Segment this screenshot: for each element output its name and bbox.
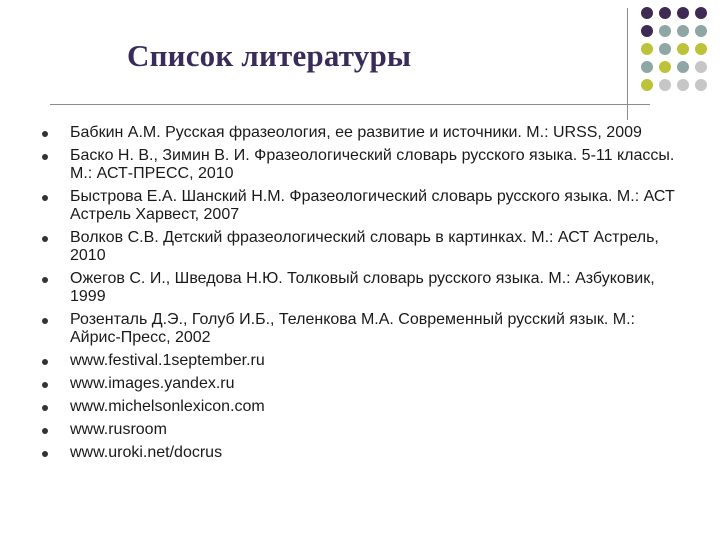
decorative-dot bbox=[695, 43, 707, 55]
page-title: Список литературы bbox=[127, 38, 412, 73]
decorative-dot bbox=[659, 43, 671, 55]
bullet-icon bbox=[42, 318, 48, 324]
reference-text: Ожегов С. И., Шведова Н.Ю. Толковый словарь русского языка. М.: Азбуковик, 1999 bbox=[70, 270, 655, 305]
reference-item bbox=[40, 421, 680, 439]
reference-list bbox=[40, 124, 680, 467]
decorative-dot bbox=[695, 79, 707, 91]
decorative-dot bbox=[659, 79, 671, 91]
reference-text: Быстрова Е.А. Шанский Н.М. Фразеологический словарь русского языка. М.: АСТ Астрель Харвест, 2007 bbox=[70, 188, 675, 223]
reference-text: Розенталь Д.Э., Голуб И.Б., Теленкова М.А. Современный русский язык. М.: Айрис-Пресс, 2002 bbox=[70, 311, 635, 346]
bullet-icon bbox=[42, 154, 48, 160]
bullet-icon bbox=[42, 428, 48, 434]
bullet-icon bbox=[42, 277, 48, 283]
reference-item bbox=[40, 375, 680, 393]
bullet-icon bbox=[42, 451, 48, 457]
reference-item bbox=[40, 311, 680, 347]
bullet-icon bbox=[42, 359, 48, 365]
reference-item bbox=[40, 229, 680, 265]
decorative-dot bbox=[641, 43, 653, 55]
decorative-dot bbox=[641, 25, 653, 37]
reference-text: www.images.yandex.ru bbox=[70, 375, 235, 392]
decorative-dot bbox=[677, 43, 689, 55]
decorative-dot bbox=[677, 7, 689, 19]
reference-item bbox=[40, 270, 680, 306]
reference-text: www.festival.1september.ru bbox=[70, 352, 265, 369]
reference-item bbox=[40, 188, 680, 224]
bullet-icon bbox=[42, 405, 48, 411]
reference-text: Баско Н. В., Зимин В. И. Фразеологический словарь русского языка. 5-11 классы. М.: АСТ-ПРЕСС, 2010 bbox=[70, 147, 675, 182]
decorative-dot bbox=[659, 25, 671, 37]
decorative-dot bbox=[641, 61, 653, 73]
bullet-icon bbox=[42, 131, 48, 137]
reference-text: Волков С.В. Детский фразеологический словарь в картинках. М.: АСТ Астрель, 2010 bbox=[70, 229, 659, 264]
decorative-dot bbox=[695, 7, 707, 19]
bullet-icon bbox=[42, 382, 48, 388]
decorative-dot bbox=[695, 61, 707, 73]
reference-item bbox=[40, 398, 680, 416]
decorative-dot bbox=[641, 7, 653, 19]
decorative-dot bbox=[677, 61, 689, 73]
decorative-dot bbox=[677, 25, 689, 37]
decorative-dot bbox=[659, 7, 671, 19]
decorative-dot bbox=[659, 61, 671, 73]
bullet-icon bbox=[42, 236, 48, 242]
reference-item bbox=[40, 124, 680, 142]
bullet-icon bbox=[42, 195, 48, 201]
reference-item bbox=[40, 352, 680, 370]
reference-item bbox=[40, 444, 680, 462]
reference-text: www.rusroom bbox=[70, 421, 167, 438]
reference-item bbox=[40, 147, 680, 183]
decorative-dot bbox=[695, 25, 707, 37]
decorative-dot bbox=[641, 79, 653, 91]
reference-text: Бабкин А.М. Русская фразеология, ее развитие и источники. М.: URSS, 2009 bbox=[70, 124, 642, 141]
decorative-dot bbox=[677, 79, 689, 91]
reference-text: www.uroki.net/docrus bbox=[70, 444, 223, 461]
horizontal-divider bbox=[50, 104, 650, 105]
reference-text: www.michelsonlexicon.com bbox=[70, 398, 265, 415]
